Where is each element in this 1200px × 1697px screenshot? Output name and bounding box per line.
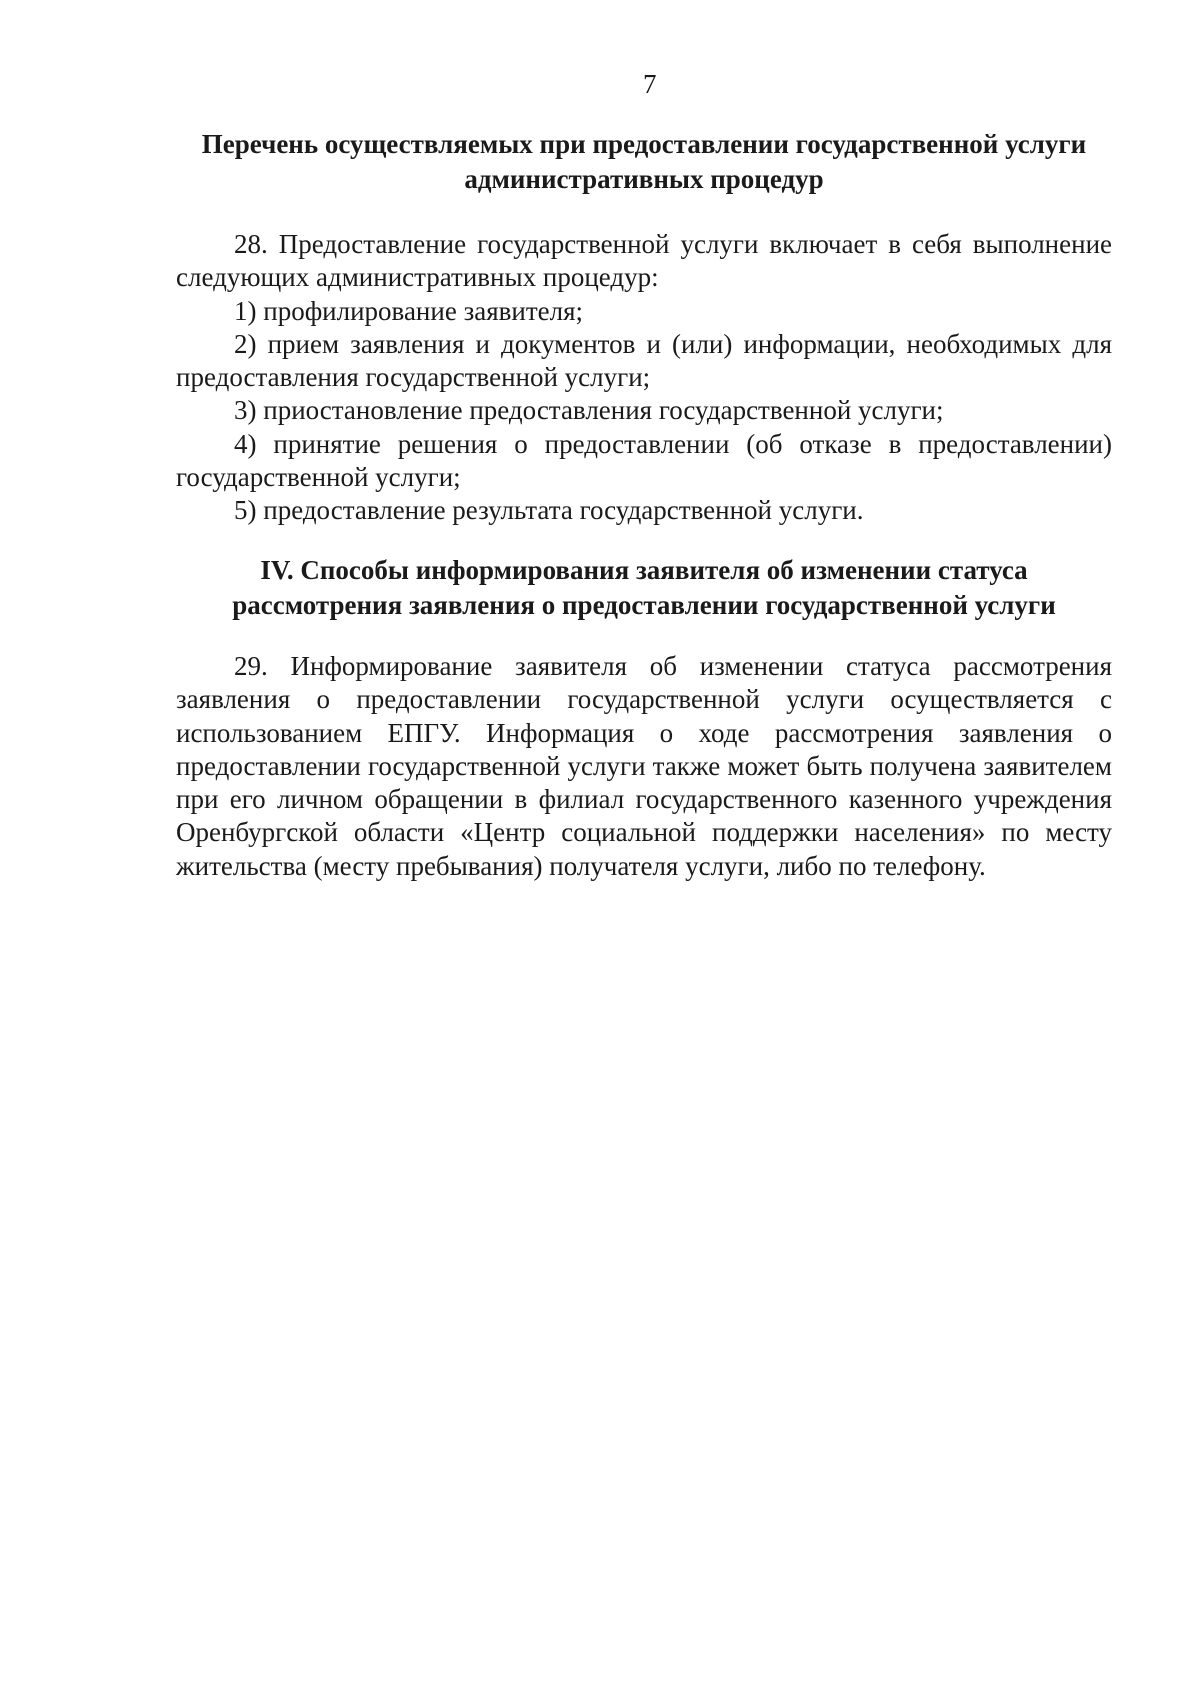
section-body-procedures (176, 228, 1112, 528)
section-heading-informing (176, 553, 1112, 623)
section-heading-procedures (176, 127, 1112, 197)
heading-line: административных процедур (464, 164, 824, 194)
list-item-1: 1) профилирование заявителя; (234, 295, 584, 326)
section-body-informing (176, 650, 1112, 883)
page-number: 7 (643, 69, 657, 99)
heading-line: IV. Способы информирования заявителя об изменении статуса (260, 555, 1028, 585)
heading-line: Перечень осуществляемых при предоставлении государственной услуги (201, 129, 1087, 159)
list-item-4: 4) принятие решения о предоставлении (об отказе в предоставлении) государственной услуги; (176, 428, 1112, 493)
paragraph-28: 28. Предоставление государственной услуги включает в себя выполнение следующих административных процедур: (176, 229, 1112, 293)
list-item-5: 5) предоставление результата государственной услуги. (234, 495, 864, 526)
heading-line: рассмотрения заявления о предоставлении государственной услуги (232, 590, 1056, 620)
list-item-3: 3) приостановление предоставления государственной услуги; (234, 395, 944, 426)
paragraph-29: 29. Информирование заявителя об изменении статуса рассмотрения заявления о предоставлении государственной услуги осуществляется с использованием ЕПГУ. Информация о ходе рассмотрения заявления о предоставлении государственной услуги также может быть получена заявителем при его личном обращении в филиал государственного казенного учреждения Оренбургской области «Центр социальной поддержки населения» по месту жительства (месту пребывания) получателя услуги, либо по телефону. (176, 651, 1112, 881)
list-item-2: 2) прием заявления и документов и (или) информации, необходимых для предоставления государственной услуги; (176, 328, 1112, 393)
